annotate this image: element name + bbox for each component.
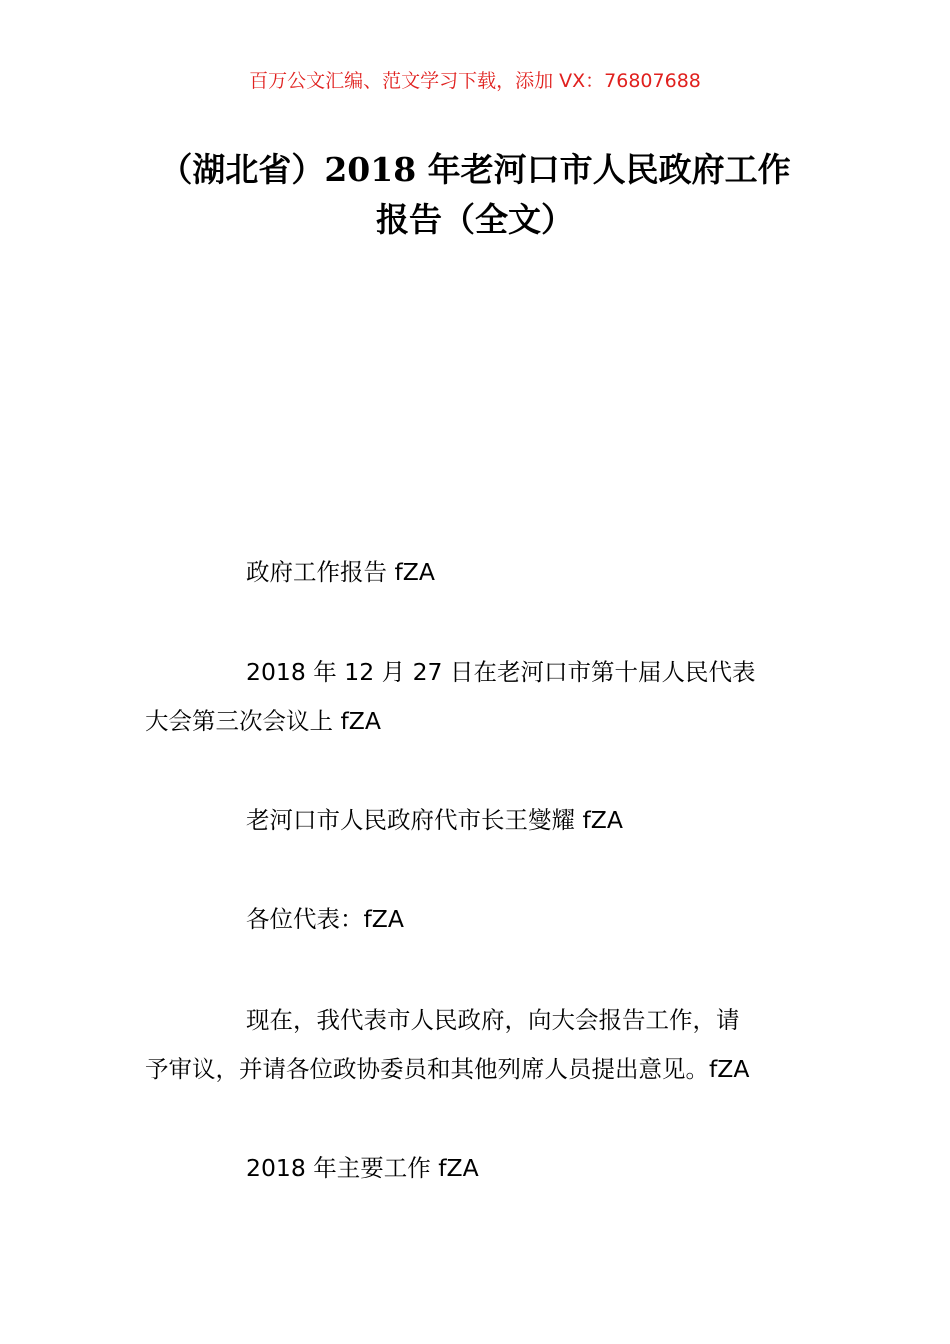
document-title-line-1: （湖北省）2018 年老河口市人民政府工作 [159,150,791,189]
paragraph-date-line-1: 2018 年 12 月 27 日在老河口市第十届人民代表 [246,658,756,686]
paragraph-report-heading: 政府工作报告 fZA [246,558,435,586]
paragraph-intro-line-2: 予审议，并请各位政协委员和其他列席人员提出意见。fZA [145,1055,750,1083]
paragraph-speaker: 老河口市人民政府代市长王燮耀 fZA [246,806,623,834]
section-heading-main-work: 2018 年主要工作 fZA [246,1154,479,1182]
document-title-line-2: 报告（全文） [376,200,574,239]
paragraph-date-line-2: 大会第三次会议上 fZA [145,707,381,735]
header-promo-note: 百万公文汇编、范文学习下载，添加 VX：76807688 [249,70,701,92]
paragraph-salutation: 各位代表：fZA [246,905,404,933]
paragraph-intro-line-1: 现在，我代表市人民政府，向大会报告工作，请 [246,1006,740,1034]
